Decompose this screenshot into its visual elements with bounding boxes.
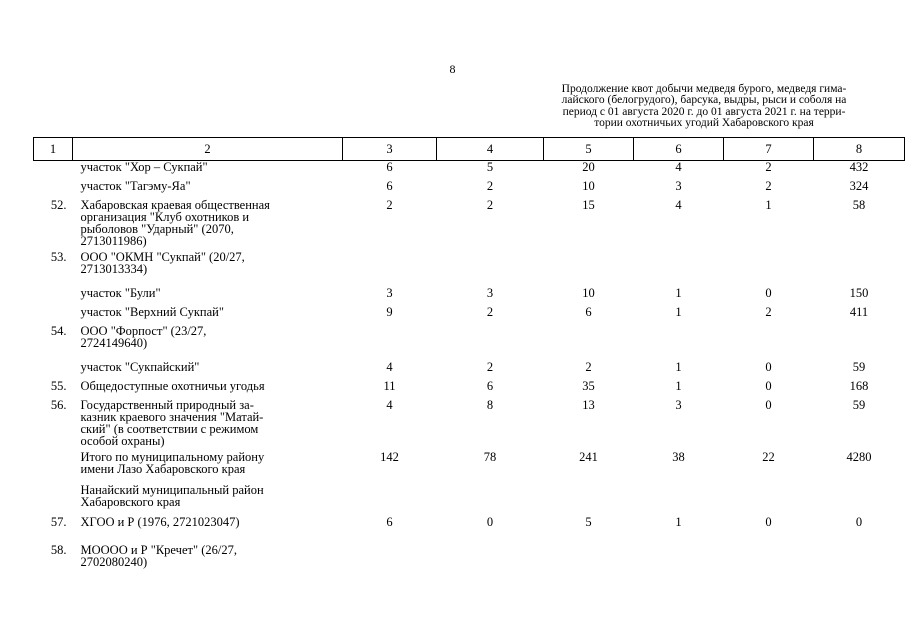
row-name-line: Нанайский муниципальный район: [80, 482, 264, 497]
row-name-line: участок "Верхний Сукпай": [80, 304, 224, 319]
row-number: 55.: [50, 378, 67, 393]
row-value-col5: 13: [582, 397, 595, 412]
row-number: 54.: [50, 323, 67, 338]
row-number: 52.: [50, 197, 67, 212]
caption-line: Продолжение квот добычи медведя бурого, медведя гима-: [561, 83, 847, 95]
row-value-col3: 6: [386, 178, 393, 193]
row-value-col6: 1: [675, 304, 682, 319]
row-name-line: ООО "Форпост" (23/27,: [80, 323, 207, 338]
row-number: 53.: [50, 249, 67, 264]
row-value-col8: [814, 484, 905, 516]
row-value-col4: 0: [486, 514, 494, 529]
table-row: [34, 199, 905, 251]
row-value-col7: 1: [765, 197, 772, 212]
row-value-col4: 3: [486, 285, 494, 300]
page-number: 8: [449, 62, 456, 76]
row-value-col7: [724, 251, 814, 287]
row-name-line: ООО "ОКМН "Сукпай" (20/27,: [80, 249, 245, 264]
row-name-line: 2713011986): [80, 233, 147, 248]
quota-table: [33, 137, 905, 580]
row-name: [73, 325, 343, 361]
row-value-col7: 2: [765, 178, 772, 193]
row-name: [73, 544, 343, 580]
row-value-col5: [544, 325, 634, 361]
row-name: [73, 306, 343, 325]
row-value-col4: 2: [486, 178, 494, 193]
row-number: 57.: [50, 514, 67, 529]
row-value-col3: 4: [386, 397, 393, 412]
row-name: [73, 516, 343, 544]
row-number: [34, 287, 73, 306]
row-name: [73, 161, 343, 180]
row-value-col6: 3: [675, 178, 682, 193]
row-value-col7: 2: [765, 160, 772, 174]
row-value-col5: 15: [582, 197, 595, 212]
row-value-col4: [437, 251, 544, 287]
row-value-col7: 2: [765, 304, 772, 319]
column-header: 8: [814, 138, 905, 161]
row-value-col5: 241: [579, 449, 598, 464]
column-header: 1: [34, 138, 73, 161]
row-name-line: казник краевого значения "Матай-: [80, 409, 264, 424]
row-number: [34, 484, 73, 516]
table-row: [34, 484, 905, 516]
row-name-line: особой охраны): [80, 433, 165, 448]
table-row: [34, 180, 905, 199]
row-name: [73, 484, 343, 516]
row-value-col7: [724, 484, 814, 516]
row-name-line: участок "Були": [80, 285, 161, 300]
row-value-col5: 20: [582, 160, 595, 174]
caption-line: лайского (белогрудого), барсука, выдры, рыси и соболя на: [561, 94, 847, 107]
column-header: 5: [544, 138, 634, 161]
caption-line: тории охотничьих угодий Хабаровского края: [594, 117, 814, 130]
row-name-line: ХГОО и Р (1976, 2721023047): [80, 514, 240, 529]
row-value-col7: [724, 325, 814, 361]
row-number: [34, 161, 73, 180]
row-value-col3: 142: [380, 449, 399, 464]
row-name-line: Государственный природный за-: [80, 397, 254, 412]
table-row: [34, 251, 905, 287]
row-name-line: Общедоступные охотничьи угодья: [80, 378, 265, 393]
table-row: [34, 161, 905, 180]
row-name-line: 2702080240): [80, 554, 148, 569]
row-value-col4: 5: [486, 160, 494, 174]
row-value-col4: 78: [483, 449, 497, 464]
column-header: 2: [73, 138, 343, 161]
table-row: [34, 325, 905, 361]
row-name-line: Хабаровского края: [80, 494, 181, 509]
row-value-col6: 1: [675, 359, 682, 374]
row-value-col3: 2: [386, 197, 393, 212]
row-name-line: ский" (в соответствии с режимом: [80, 421, 259, 436]
row-value-col5: 10: [582, 178, 595, 193]
row-name-line: участок "Сукпайский": [80, 359, 200, 374]
row-value-col3: 3: [386, 285, 393, 300]
table-row: [34, 544, 905, 580]
row-value-col6: 1: [675, 514, 682, 529]
column-header: 6: [634, 138, 724, 161]
row-name-line: рыболовов "Ударный" (2070,: [80, 221, 234, 236]
row-value-col4: [437, 325, 544, 361]
row-value-col7: 0: [765, 378, 772, 393]
row-name-line: участок "Хор – Сукпай": [80, 160, 208, 174]
row-number: [34, 451, 73, 484]
row-value-col5: 35: [582, 378, 595, 393]
table-row: [34, 516, 905, 544]
row-value-col7: 0: [765, 285, 772, 300]
row-name: [73, 399, 343, 451]
column-header: 4: [437, 138, 544, 161]
row-value-col3: 6: [386, 514, 393, 529]
row-value-col4: [437, 544, 544, 580]
row-value-col7: 0: [765, 359, 772, 374]
table-caption: [530, 84, 878, 130]
caption-line: период с 01 августа 2020 г. до 01 августа 2021 г. на терри-: [562, 105, 846, 118]
header-row: [34, 138, 905, 161]
table-body: [34, 161, 905, 580]
row-value-col8: 150: [849, 285, 869, 300]
row-value-col5: [544, 484, 634, 516]
row-value-col8: 324: [849, 178, 869, 193]
row-value-col8: 59: [852, 397, 866, 412]
row-value-col3: 9: [386, 304, 393, 319]
row-name-line: 2713013334): [80, 261, 148, 276]
row-value-col4: 8: [486, 397, 494, 412]
row-value-col8: 0: [855, 514, 863, 529]
row-number: [34, 180, 73, 199]
row-value-col3: 11: [383, 378, 396, 393]
row-value-col6: [634, 325, 724, 361]
row-value-col6: 1: [675, 285, 682, 300]
column-header: 7: [724, 138, 814, 161]
row-value-col8: 411: [849, 304, 869, 319]
row-number: 58.: [50, 542, 67, 557]
row-name-line: организация "Клуб охотников и: [80, 209, 250, 224]
row-name-line: Итого по муниципальному району: [80, 449, 265, 464]
row-value-col4: [437, 484, 544, 516]
table-row: [34, 451, 905, 484]
row-value-col3: 4: [386, 359, 393, 374]
row-value-col7: 0: [765, 514, 772, 529]
row-value-col6: 1: [675, 378, 682, 393]
row-name-line: Хабаровская краевая общественная: [80, 197, 270, 212]
row-name: [73, 251, 343, 287]
row-name: [73, 451, 343, 484]
row-name-line: 2724149640): [80, 335, 148, 350]
row-name-line: МОООО и Р "Кречет" (26/27,: [80, 542, 237, 557]
row-value-col4: 6: [486, 378, 494, 393]
row-value-col6: [634, 544, 724, 580]
row-value-col6: 4: [675, 197, 682, 212]
table-row: [34, 380, 905, 399]
row-value-col4: 2: [486, 197, 494, 212]
row-value-col8: 4280: [846, 449, 872, 464]
row-name: [73, 287, 343, 306]
table-row: [34, 361, 905, 380]
row-value-col3: [343, 484, 437, 516]
row-value-col3: [343, 325, 437, 361]
row-value-col7: 0: [765, 397, 772, 412]
row-value-col5: 6: [585, 304, 592, 319]
table-row: [34, 306, 905, 325]
row-value-col5: [544, 544, 634, 580]
row-value-col5: [544, 251, 634, 287]
row-value-col3: [343, 251, 437, 287]
row-name-line: участок "Тагэму-Яа": [80, 178, 191, 193]
row-value-col6: [634, 484, 724, 516]
row-value-col5: 2: [585, 359, 592, 374]
row-value-col6: 3: [675, 397, 682, 412]
row-value-col7: [724, 544, 814, 580]
row-value-col8: 58: [852, 197, 866, 212]
row-name: [73, 180, 343, 199]
row-name: [73, 380, 343, 399]
row-value-col6: 38: [672, 449, 685, 464]
column-header: 3: [343, 138, 437, 161]
row-value-col5: 5: [585, 514, 592, 529]
row-value-col4: 2: [486, 359, 494, 374]
row-value-col8: [814, 544, 905, 580]
row-name-line: имени Лазо Хабаровского края: [80, 461, 246, 476]
row-value-col8: [814, 251, 905, 287]
table-row: [34, 399, 905, 451]
row-number: [34, 306, 73, 325]
row-value-col8: 59: [852, 359, 866, 374]
row-value-col3: 6: [386, 160, 393, 174]
row-value-col8: 432: [849, 160, 869, 174]
table-row: [34, 287, 905, 306]
row-value-col8: 168: [849, 378, 869, 393]
row-name: [73, 199, 343, 251]
row-value-col7: 22: [762, 449, 775, 464]
row-value-col6: 4: [675, 160, 682, 174]
row-name: [73, 361, 343, 380]
row-value-col5: 10: [582, 285, 595, 300]
row-number: 56.: [50, 397, 67, 412]
row-value-col3: [343, 544, 437, 580]
row-value-col8: [814, 325, 905, 361]
row-number: [34, 361, 73, 380]
row-value-col4: 2: [486, 304, 494, 319]
row-value-col6: [634, 251, 724, 287]
